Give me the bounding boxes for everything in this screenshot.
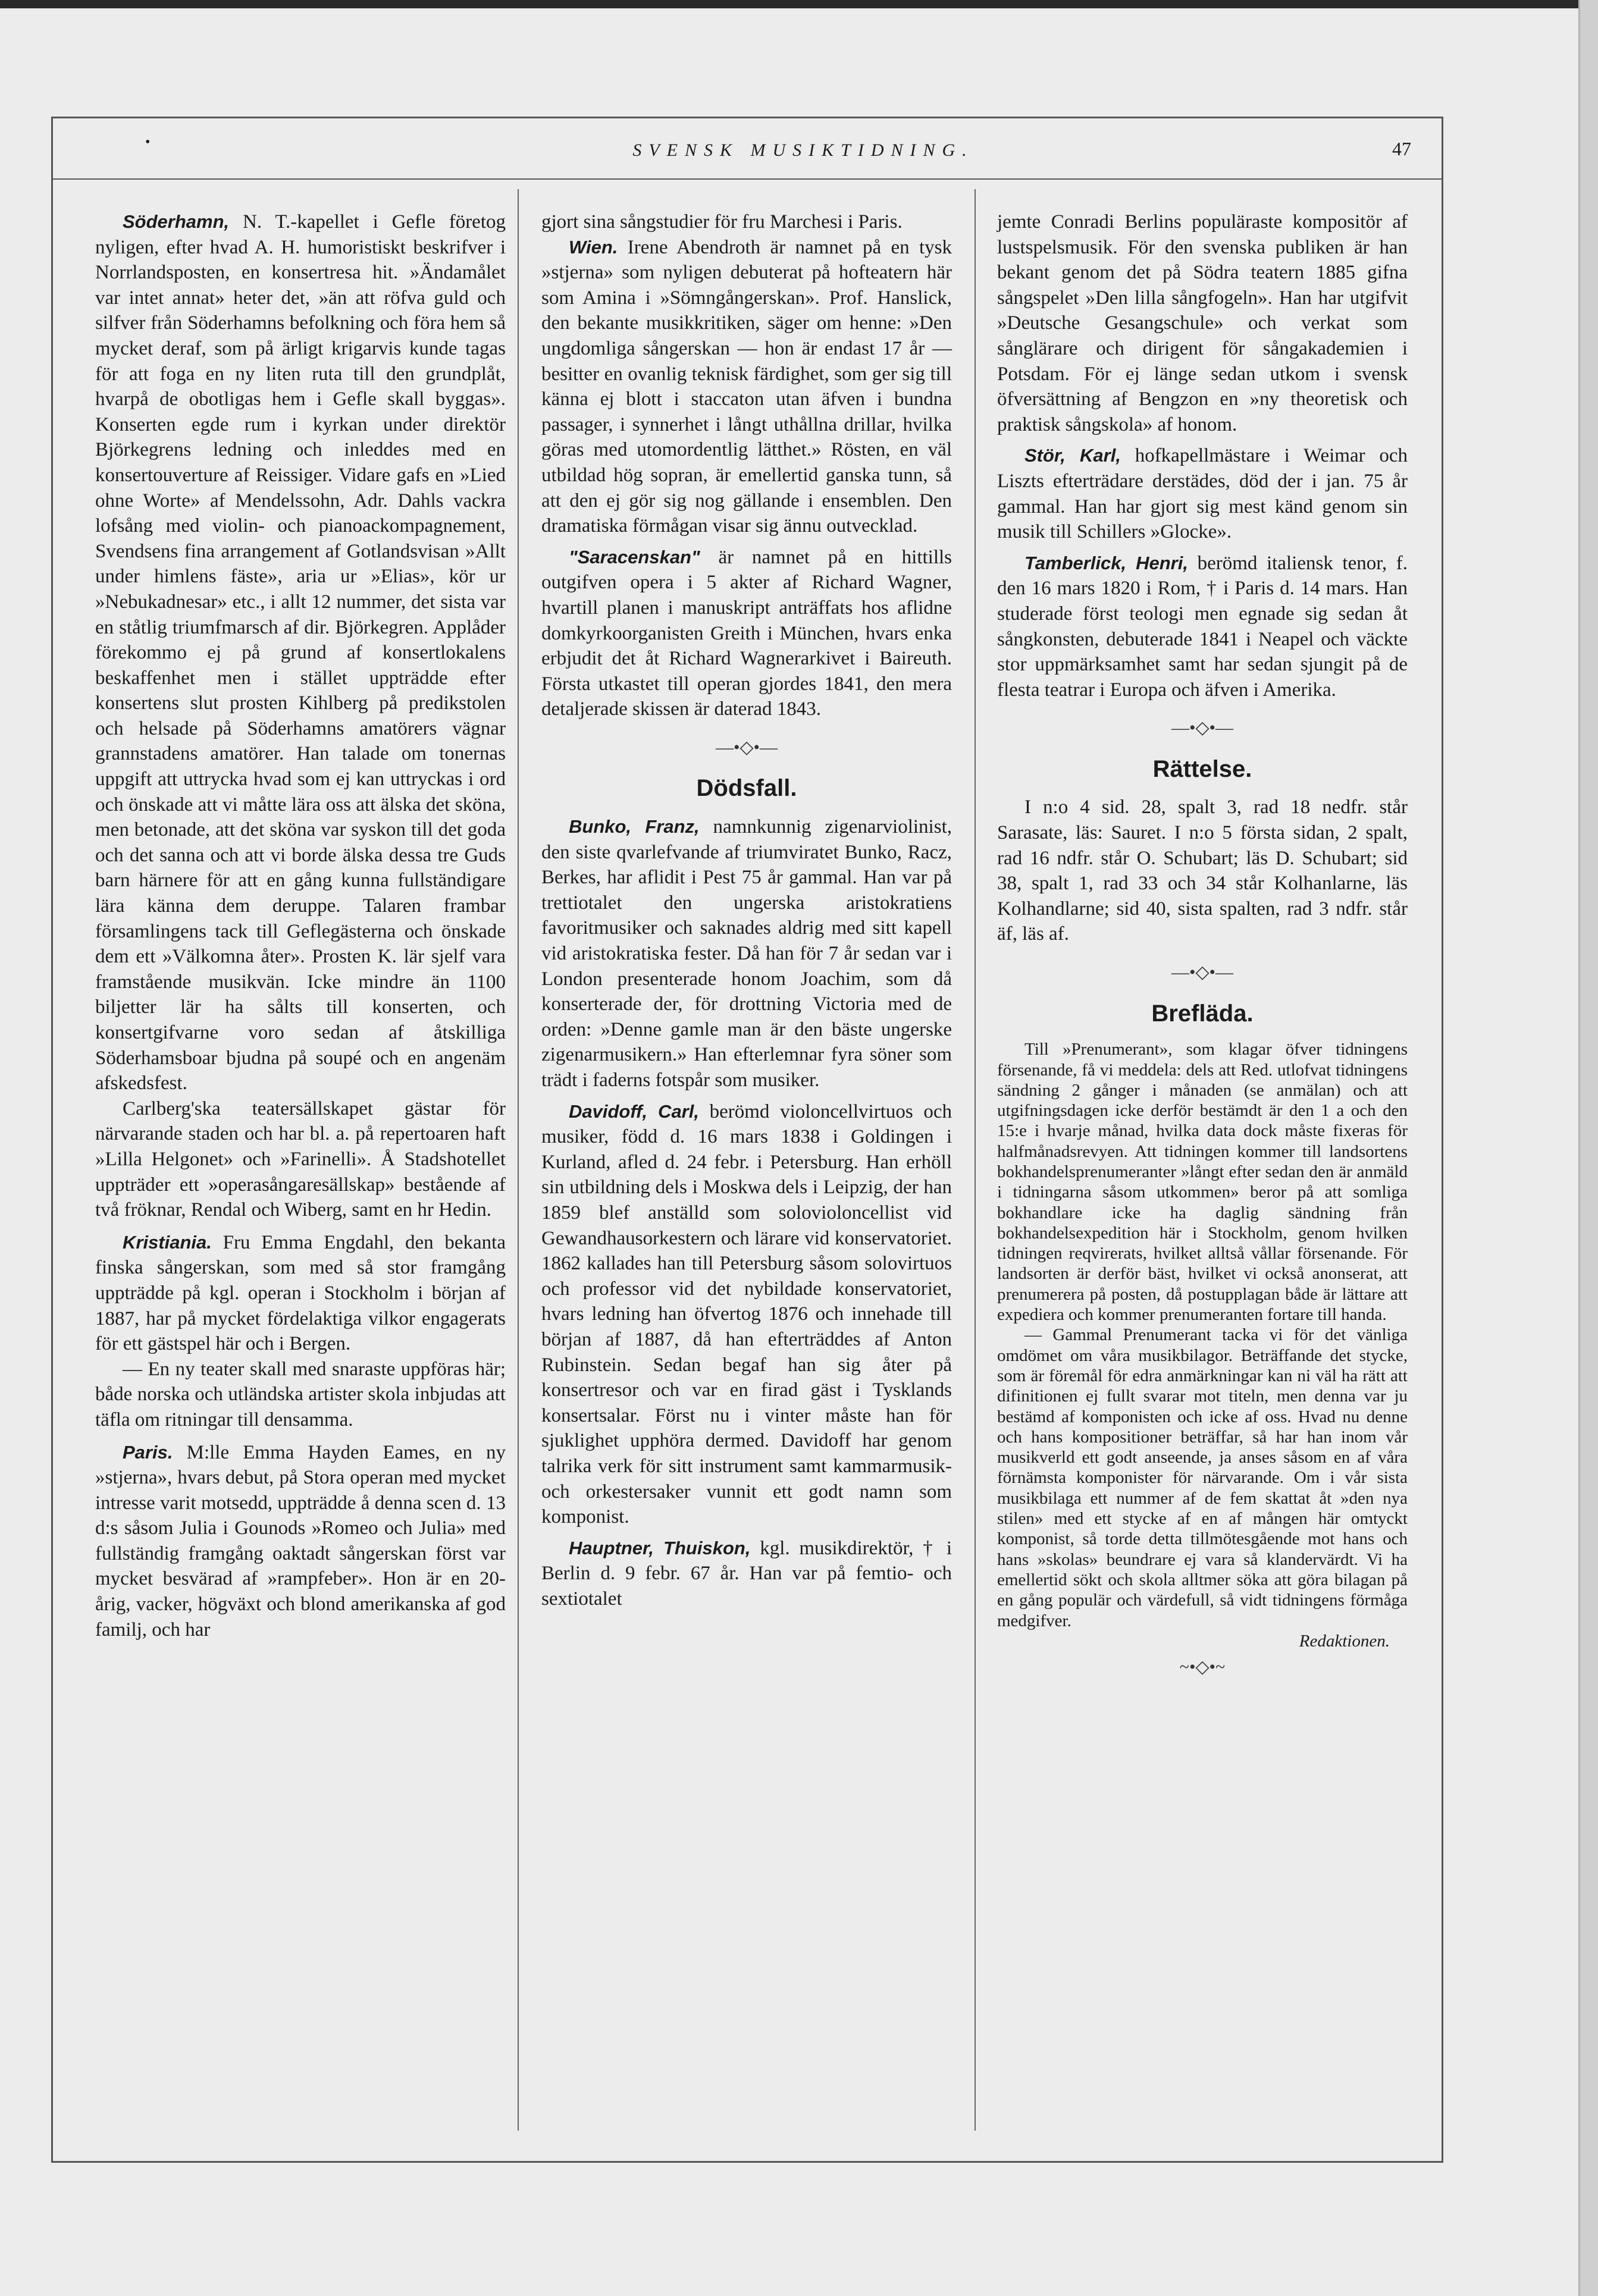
signature-redaktionen: Redaktionen. <box>1299 1631 1390 1651</box>
article-kristiania <box>95 1230 506 1357</box>
rubric-kristiania: Kristiania. <box>123 1231 212 1253</box>
heading-dodsfall: Dödsfall. <box>696 775 797 802</box>
article-body: Irene Abendroth är namnet på en tysk »stjerna» som nyligen debuterat på hofteatern här som Amina i »Sömngångerskan». Prof. Hanslick, den bekante musikkritiken, säger om henne: »Den ungdomliga sångerskan — hon är endast 17 år — besitter en ovanlig teknisk färdighet, som ger sig till känna ej blott i staccaton utan äfven i bundna passager, i synnerhet i långt uthållna drillar, hvilka göras med utomordentlig lätthet.» Rösten, en väl utbildad hög sopran, är emellertid ganska tunn, så att den ej gör sig nog gällande i ensemblen. Den dramatiska förmågan visar sig ännu outvecklad. <box>541 236 952 537</box>
article-body: hofkapellmästare i Weimar och Liszts efterträdare derstädes, död der i jan. 75 år gammal. Han har gjort sig mest känd genom sin musik till Schillers »Glocke». <box>997 445 1408 543</box>
article-paris-continued: gjort sina sångstudier för fru Marchesi i Paris. <box>541 211 903 233</box>
obituary-bunko <box>541 814 952 1093</box>
article-soderhamn <box>95 209 506 1096</box>
obituary-hauptner <box>541 1536 952 1612</box>
obituary-hauptner-continued: jemte Conradi Berlins populäraste kompositör af lustspelsmusik. För den svenska publiken är han bekant genom det på Södra teatern 1885 gifna sångspelet »Den lilla sångfogeln». Han har utgifvit »Deutsche Gesangschule» och verkat som sånglärare och dirigent för sångakademien i Potsdam. För ej länge sedan utkom i svensk öfversättning af Bengzon en »ny theoretisk och praktisk sångskola» af honom. <box>997 211 1408 435</box>
letter-gammal-prenumerant: — Gammal Prenumerant tacka vi för det vänliga omdömet om våra musikbilagor. Beträffande det stycke, som är föremål för edra anmärkningar kan ni väl ha rätt att difinitionen ej fullt svarar mot titeln, men denna var ju bestämd af komponisten och icke af oss. Hvad nu denne och hans kompositioner beträffar, så har han inom vår musikverld ett godt anseende, ja anses såsom en af våra förnämsta komponister för närvarande. Om i vår sista musikbilaga ett nummer af de fem skattat åt »den nya stilen» med ett stycke af en af mången här omtyckt komponist, så torde detta tillmötesgående mot hans och hans »skolas» beundrare ej vara så klandervärdt. Vi ha emellertid sökt och skola alltmer söka att göra bilagan på en gång populär och värdefull, så vidt tidningens förmåga medgifver. <box>997 1325 1408 1630</box>
article-wien <box>541 235 952 539</box>
article-body: namnkunnig zigenarviolinist, den siste qvarlefvande af triumviratet Bunko, Racz, Berkes, har aflidit i Pest 75 år gammal. Han var på trettiotalet den ungerska aristokratiens favoritmusiker och saknades aldrig med sitt kapell vid aristokratiska fester. Då han för 7 år sedan var i London presenterade honom Joachim, som då konserterade der, för drottning Victoria med de orden: »Denne gamle man är den bäste ungerske zigenarmusikern.» Han efterlemnar fyra söner som trädt i faderns fotspår som musiker. <box>541 816 952 1091</box>
obituary-stor <box>997 443 1408 544</box>
article-body: N. T.-kapellet i Gefle företog nyligen, efter hvad A. H. humoristiskt beskrifver i Norrlandsposten, en konsertresa hit. »Ändamålet var intet annat» heter det, »än att röfva guld och silfver från Söderhamns befolkning och föra hem så mycket deraf, som på ärligt krigarvis kunde tagas för att foga en ny liten ruta till den grundplåt, hvarpå de obotligas hem i Gefle skall byggas». Konserten egde rum i kyrkan under direktör Björkegrens ledning och inleddes med en konsertouverture af Reissiger. Vidare gafs en »Lied ohne Worte» af Mendelssohn, Adr. Dahls vackra lofsång med violin- och pianoackompagnement, Svendsens fina arrangement af Gotlandsvisan »Allt under himlens fäste», aria ur »Elias», kör ur »Nebukadnesar» etc., i allt 12 nummer, det sista var en ståtlig triumfmarsch af dir. Björkegren. Applåder förekommo ej på grund af konsertlokalens beskaffenhet men i stället uppträdde efter konsertens slut prosten Kihlberg på predikstolen och helsade på Söderhamns amatörers vägnar grannstadens amatörer. Han talade om tonernas uppgift att uttrycka hvad som ej kan uttryckas i ord och önskade att vi måtte lära oss att älska det sköna, men betonade, att det sköna var syskon till det goda och det sanna och att vi borde älska dessa tre Guds barn härnere för att en gång kunna fullständigare lära känna dem deruppe. Talaren frambar församlingens tack till Geflegästerna och önskade dem ett »Välkomna åter». Prosten K. lär sjelf vara framstående musikvän. Icke mindre än 1100 biljetter lär ha sålts till konserten, och konsertgifvarne voro sedan af åtskilliga Söderhamsboar bjudna på soupé och en angenäm afskedsfest. <box>95 211 506 1094</box>
column-2 <box>541 209 952 1611</box>
rubric-hauptner: Hauptner, Thuiskon, <box>569 1537 751 1558</box>
article-body: berömd violoncellvirtuos och musiker, född d. 16 mars 1838 i Goldingen i Kurland, afled d. 24 febr. i Petersburg. Han erhöll sin utbildning dels i Moskwa dels i Leipzig, der han 1859 blef anställd som solovioloncellist vid Gewandhausorkestern och lärare vid konservatoriet. 1862 kallades han till Petersburg såsom solovirtuos och professor vid det nybildade konservatoriet, hvars ledning han öfvertog 1876 och innehade till början af 1887, då han efterträddes af Anton Rubinstein. Sedan begaf han sig åter på konsertresor och var en firad gäst i Tysklands konsertsalar. Först nu i vinter måste han för sjuklighet upphöra dermed. Davidoff har genom talrika verk för sitt instrument samt kammarmusik- och orkestersaker vunnit ett godt namn som komponist. <box>541 1100 952 1528</box>
article-body: är namnet på en hittills outgifven opera i 5 akter af Richard Wagner, hvartill planen i manuskript anträffats hos aflidne domkyrkoorganisten Greith i München, hvars enka erbjudit det åt Richard Wagnerarkivet i Baireuth. Första utkastet till operan gjordes 1841, den mera detaljerade skissen är daterad 1843. <box>541 546 952 720</box>
printer-mark: • <box>145 134 151 150</box>
rubric-soderhamn: Söderhamn, <box>123 211 230 232</box>
column-rule-2 <box>975 189 976 2131</box>
obituary-davidoff <box>541 1099 952 1530</box>
article-body: berömd italiensk tenor, f. den 16 mars 1820 i Rom, † i Paris d. 14 mars. Han studerade först teologi men egnade sig sedan åt sångkonsten, debuterade 1841 i Neapel och väckte stor uppmärksamhet samt har sedan sjungit på de flesta teatrar i Europa och äfven i Amerika. <box>997 552 1408 701</box>
rubric-paris: Paris. <box>123 1441 173 1463</box>
rubric-davidoff: Davidoff, Carl, <box>569 1100 699 1122</box>
heading-breflada: Brefläda. <box>1151 1000 1254 1027</box>
header-rule <box>51 178 1443 180</box>
scan-right-edge <box>1578 0 1598 2296</box>
rubric-tamberlick: Tamberlick, Henri, <box>1024 552 1188 573</box>
article-body: kgl. musikdirektör, † i Berlin d. 9 febr. 67 år. Han var på femtio- och sextiotalet <box>541 1537 952 1610</box>
column-rule-1 <box>518 189 519 2131</box>
article-new-theatre: — En ny teater skall med snaraste uppföras här; både norska och utländska artister skola inbjudas att täfla om ritningar till densamma. <box>95 1358 506 1431</box>
article-paris <box>95 1440 506 1643</box>
ornament-divider: —•◇•— <box>1171 962 1234 983</box>
rubric-bunko: Bunko, Franz, <box>569 816 700 838</box>
rubric-saracenskan: "Saracenskan" <box>569 546 700 567</box>
column-1 <box>95 209 506 1642</box>
ornament-divider: —•◇•— <box>1171 718 1234 738</box>
article-body: Fru Emma Engdahl, den bekanta finska sångerskan, som med så stor framgång uppträdde på kgl. operan i Stockholm i början af 1887, har på mycket fördelaktiga vilkor engagerats för ett gästspel här och i Bergen. <box>95 1231 506 1355</box>
article-carlberg: Carlberg'ska teatersällskapet gästar för närvarande staden och har bl. a. på repertoaren haft »Lilla Helgonet» och »Farinelli». Å Stadshotellet uppträder ett »operasångaresällskap» bestående af två fröknar, Rendal och Wiberg, samt en hr Hedin. <box>95 1097 506 1221</box>
article-body: M:lle Emma Hayden Eames, en ny »stjerna», hvars debut, på Stora operan med mycket intresse varit motsedd, uppträdde å denna scen d. 13 d:s såsom Julia i Gounods »Romeo och Julia» med fullständig framgång oaktadt sångerskan först var mycket besvärad af »rampfeber». Hon är en 20-årig, vacker, högväxt och blond amerikanska af god familj, och har <box>95 1441 506 1641</box>
letter-prenumerant: Till »Prenumerant», som klagar öfver tidningens försenande, få vi meddela: dels att Red. utlofvat tidningens sändning 2 gånger i månaden (se anmälan) och att utgifningsdagen icke derför bestämdt är den 1 a och den 15:e i hvarje månad, hvilka data dock måste fixeras för halfmånadsrevyen. Att tidningen kommer till landsortens bokhandelsprenumeranter »långt efter sedan den är anmäld i tidningarna såsom utkommen» beror på att somliga bokhandlare icke ha daglig sändning från bokhandelsexpedition här i Stockholm, genom hvilken tidningen reqvirerats, hvilket alltså vållar försenande. För landsorten är derför bäst, hvilket vi också anonserat, att prenumerera på posten, då postupplagan både är lättare att expediera och kommer prenumeranten fortare till handa. <box>997 1040 1408 1325</box>
rubric-wien: Wien. <box>569 236 618 258</box>
corrections: I n:o 4 sid. 28, spalt 3, rad 18 nedfr. står Sarasate, läs: Sauret. I n:o 5 första sidan, 2 spalt, rad 16 ndfr. står O. Schubart; läs D. Schubart; sid 38, spalt 1, rad 33 och 34 står Kolhanlarne, läs Kolhandlarne; sid 40, sista spalten, rad 3 ndfr. står äf, läs af. <box>997 796 1408 945</box>
article-saracenskan <box>541 545 952 722</box>
rubric-stor: Stör, Karl, <box>1024 445 1121 466</box>
ornament-divider: —•◇•— <box>715 737 778 757</box>
heading-rattelse: Rättelse. <box>1152 755 1252 782</box>
obituary-tamberlick <box>997 551 1408 703</box>
scan-top-edge <box>0 0 1598 8</box>
running-title: SVENSK MUSIKTIDNING. <box>632 140 974 160</box>
page-number: 47 <box>1392 138 1411 159</box>
column-3 <box>997 209 1408 1690</box>
ornament-divider: ~•◇•~ <box>1179 1657 1226 1677</box>
